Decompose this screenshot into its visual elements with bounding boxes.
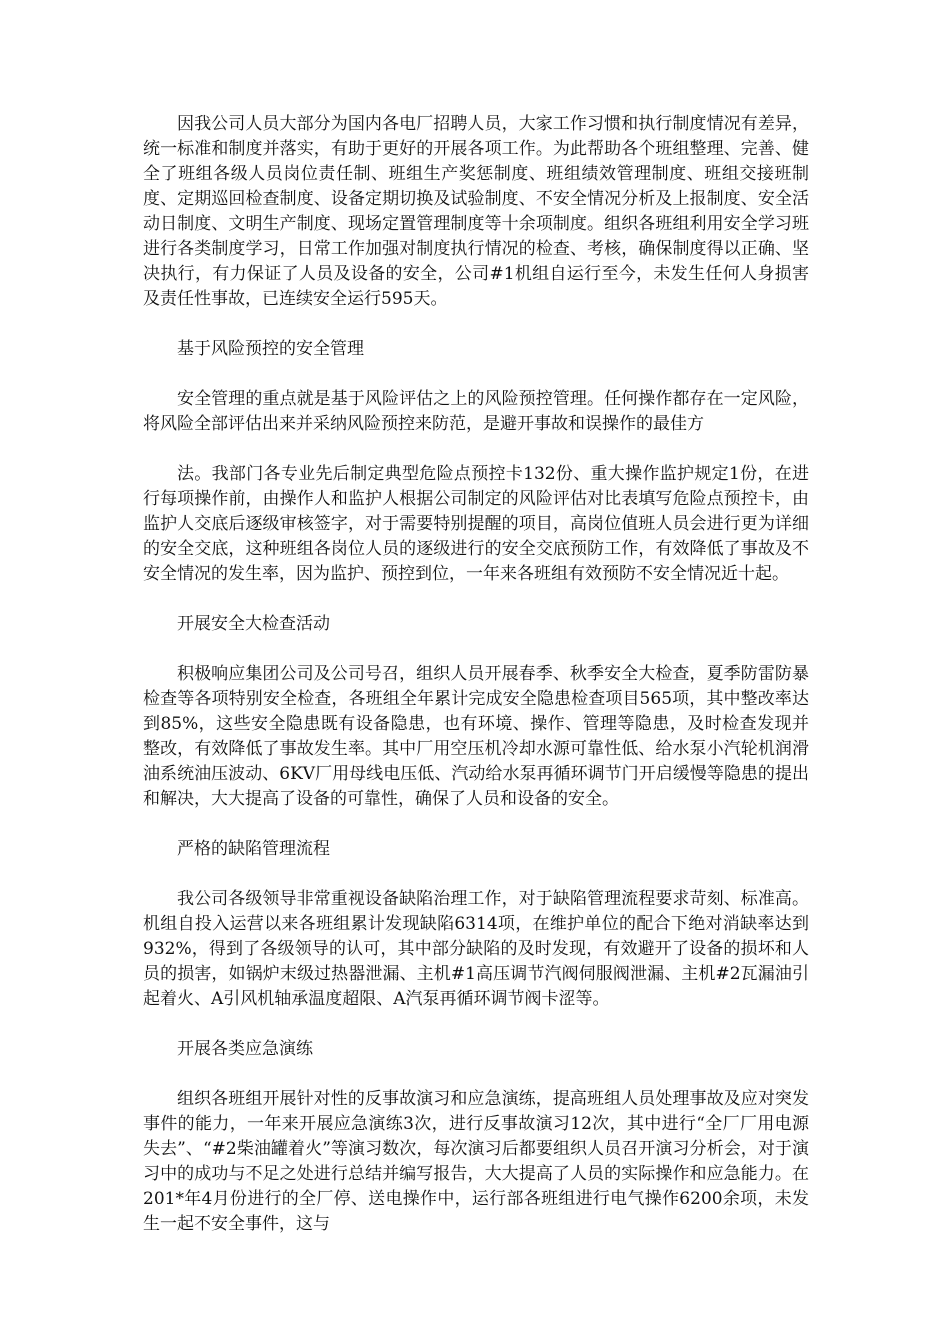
- para-1: 因我公司人员大部分为国内各电厂招聘人员，大家工作习惯和执行制度情况有差异，统一标准和制度并落实，有助于更好的开展各项工作。为此帮助各个班组整理、完善、健全了班组各级人员岗位责任制、班组生产奖惩制度、班组绩效管理制度、班组交接班制度、定期巡回检查制度、设备定期切换及试验制度、不安全情况分析及上报制度、安全活动日制度、文明生产制度、现场定置管理制度等十余项制度。组织各班组利用安全学习班进行各类制度学习，日常工作加强对制度执行情况的检查、考核，确保制度得以正确、坚决执行，有力保证了人员及设备的安全，公司#1机组自运行至今，未发生任何人身损害及责任性事故，已连续安全运行595天。: [143, 114, 809, 309]
- para-6: 组织各班组开展针对性的反事故演习和应急演练，提高班组人员处理事故及应对突发事件的能力，一年来开展应急演练3次，进行反事故演习12次，其中进行“全厂厂用电源失去”、“#2柴油罐着火”等演习数次，每次演习后都要组织人员召开演习分析会，对于演习中的成功与不足之处进行总结并编写报告，大大提高了人员的实际操作和应急能力。在201*年4月份进行的全厂停、送电操作中，运行部各班组进行电气操作6200余项，未发生一起不安全事件，这与: [143, 1089, 809, 1234]
- heading-defect-management: 严格的缺陷管理流程: [177, 839, 330, 859]
- para-4: 积极响应集团公司及公司号召，组织人员开展春季、秋季安全大检查，夏季防雷防暴检查等各项特别安全检查，各班组全年累计完成安全隐患检查项目565项，其中整改率达到85%，这些安全隐患既有设备隐患，也有环境、操作、管理等隐患，及时检查发现并整改，有效降低了事故发生率。其中厂用空压机冷却水源可靠性低、给水泵小汽轮机润滑油系统油压波动、6KV厂用母线电压低、汽动给水泵再循环调节门开启缓慢等隐患的提出和解决，大大提高了设备的可靠性，确保了人员和设备的安全。: [143, 664, 809, 809]
- heading-risk-control: 基于风险预控的安全管理: [177, 339, 364, 359]
- heading-safety-inspection: 开展安全大检查活动: [177, 614, 330, 634]
- para-2: 安全管理的重点就是基于风险评估之上的风险预控管理。任何操作都存在一定风险，将风险全部评估出来并采纳风险预控来防范，是避开事故和误操作的最佳方: [143, 389, 809, 434]
- document-page: [143, 112, 809, 1262]
- para-3: 法。我部门各专业先后制定典型危险点预控卡132份、重大操作监护规定1份，在进行每项操作前，由操作人和监护人根据公司制定的风险评估对比表填写危险点预控卡，由监护人交底后逐级审核签字，对于需要特别提醒的项目，高岗位值班人员会进行更为详细的安全交底，这种班组各岗位人员的逐级进行的安全交底预防工作，有效降低了事故及不安全情况的发生率，因为监护、预控到位，一年来各班组有效预防不安全情况近十起。: [143, 464, 809, 584]
- heading-emergency-drills: 开展各类应急演练: [177, 1039, 313, 1059]
- para-5: 我公司各级领导非常重视设备缺陷治理工作，对于缺陷管理流程要求苛刻、标准高。机组自投入运营以来各班组累计发现缺陷6314项，在维护单位的配合下绝对消缺率达到932%，得到了各级领导的认可，其中部分缺陷的及时发现，有效避开了设备的损坏和人员的损害，如锅炉末级过热器泄漏、主机#1高压调节汽阀伺服阀泄漏、主机#2瓦漏油引起着火、A引风机轴承温度超限、A汽泵再循环调节阀卡涩等。: [143, 889, 809, 1009]
